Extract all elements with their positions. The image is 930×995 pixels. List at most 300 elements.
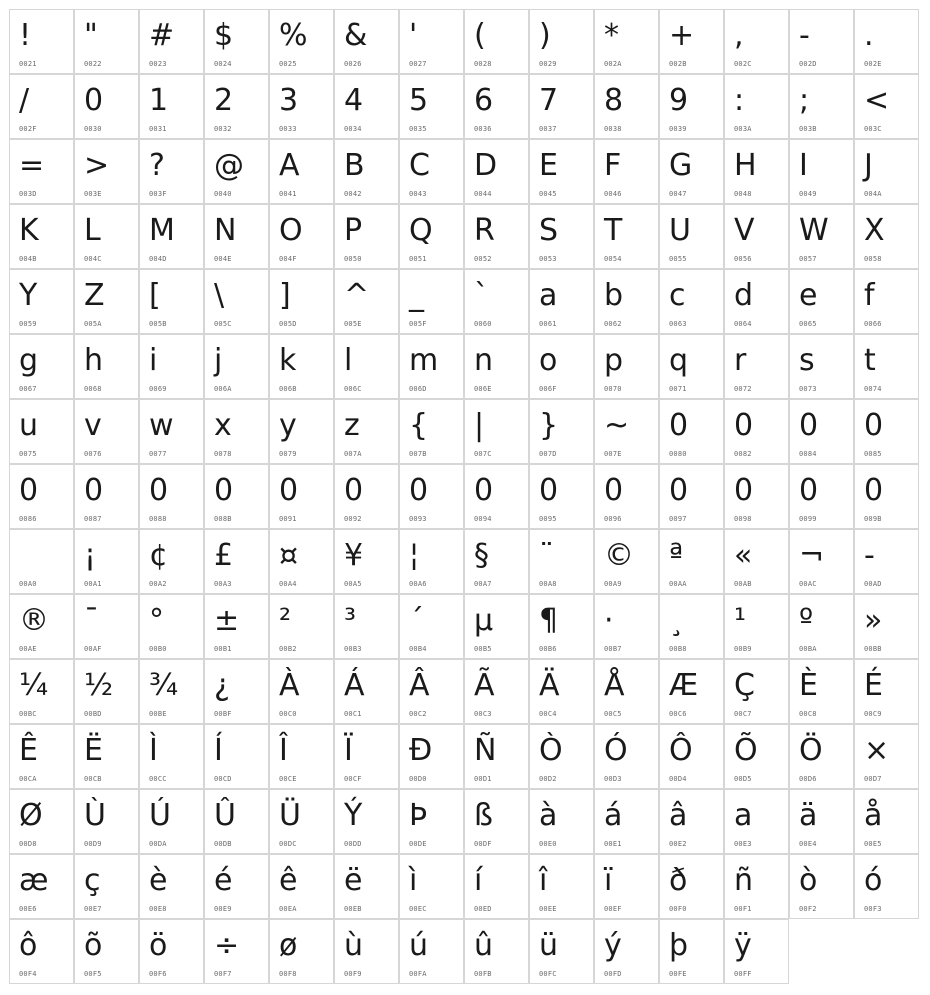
glyph-character: y bbox=[279, 408, 297, 443]
glyph-codepoint: 0050 bbox=[344, 255, 362, 263]
glyph-cell bbox=[724, 724, 789, 789]
glyph-codepoint: 00C6 bbox=[669, 710, 687, 718]
glyph-codepoint: 00D5 bbox=[734, 775, 752, 783]
glyph-cell bbox=[399, 269, 464, 334]
glyph-cell bbox=[724, 464, 789, 529]
glyph-codepoint: 00D4 bbox=[669, 775, 687, 783]
glyph-cell bbox=[334, 204, 399, 269]
glyph-cell bbox=[854, 399, 919, 464]
glyph-codepoint: 0042 bbox=[344, 190, 362, 198]
glyph-character: n bbox=[474, 343, 494, 378]
glyph-codepoint: 00F6 bbox=[149, 970, 167, 978]
glyph-cell bbox=[9, 529, 74, 594]
glyph-character: á bbox=[604, 798, 623, 833]
glyph-cell bbox=[724, 659, 789, 724]
glyph-codepoint: 003C bbox=[864, 125, 882, 133]
glyph-cell bbox=[724, 139, 789, 204]
glyph-character: ø bbox=[279, 928, 298, 963]
glyph-character: r bbox=[734, 343, 747, 378]
glyph-codepoint: 00FC bbox=[539, 970, 557, 978]
glyph-character: 7 bbox=[539, 83, 559, 118]
glyph-cell bbox=[854, 74, 919, 139]
glyph-character: f bbox=[864, 278, 875, 313]
glyph-character: 0 bbox=[84, 83, 104, 118]
glyph-cell bbox=[659, 204, 724, 269]
glyph-codepoint: 00EA bbox=[279, 905, 297, 913]
glyph-character: ^ bbox=[344, 278, 370, 313]
glyph-cell bbox=[594, 854, 659, 919]
glyph-codepoint: 00D1 bbox=[474, 775, 492, 783]
glyph-codepoint: 00A0 bbox=[19, 580, 37, 588]
glyph-codepoint: 0023 bbox=[149, 60, 167, 68]
glyph-cell bbox=[529, 529, 594, 594]
glyph-codepoint: 0047 bbox=[669, 190, 687, 198]
glyph-character: Å bbox=[604, 668, 625, 703]
glyph-cell bbox=[529, 204, 594, 269]
glyph-character: . bbox=[864, 18, 874, 53]
glyph-codepoint: 0092 bbox=[344, 515, 362, 523]
glyph-codepoint: 00CC bbox=[149, 775, 167, 783]
glyph-codepoint: 004E bbox=[214, 255, 232, 263]
glyph-character: ® bbox=[19, 603, 49, 638]
glyph-codepoint: 00FB bbox=[474, 970, 492, 978]
glyph-cell bbox=[594, 74, 659, 139]
glyph-character: : bbox=[734, 83, 745, 118]
glyph-cell bbox=[789, 659, 854, 724]
glyph-character: Ë bbox=[84, 733, 103, 768]
glyph-codepoint: 00CD bbox=[214, 775, 232, 783]
glyph-character: 0 bbox=[799, 408, 819, 443]
glyph-cell bbox=[854, 594, 919, 659]
glyph-character: ° bbox=[149, 603, 164, 638]
glyph-character: ð bbox=[669, 863, 688, 898]
glyph-codepoint: 00EE bbox=[539, 905, 557, 913]
glyph-cell bbox=[74, 854, 139, 919]
glyph-codepoint: 00C9 bbox=[864, 710, 882, 718]
glyph-cell bbox=[789, 269, 854, 334]
glyph-cell bbox=[724, 9, 789, 74]
glyph-character: C bbox=[409, 148, 430, 183]
glyph-codepoint: 0021 bbox=[19, 60, 37, 68]
glyph-character: W bbox=[799, 213, 829, 248]
glyph-cell bbox=[334, 334, 399, 399]
glyph-cell bbox=[724, 919, 789, 984]
glyph-character: § bbox=[474, 538, 489, 573]
glyph-character: k bbox=[279, 343, 297, 378]
glyph-codepoint: 0079 bbox=[279, 450, 297, 458]
glyph-codepoint: 0070 bbox=[604, 385, 622, 393]
glyph-codepoint: 006B bbox=[279, 385, 297, 393]
glyph-cell bbox=[9, 74, 74, 139]
glyph-character: j bbox=[214, 343, 223, 378]
glyph-cell bbox=[594, 789, 659, 854]
glyph-codepoint: 0076 bbox=[84, 450, 102, 458]
glyph-character: ¶ bbox=[539, 603, 559, 638]
glyph-codepoint: 00A8 bbox=[539, 580, 557, 588]
glyph-codepoint: 0077 bbox=[149, 450, 167, 458]
glyph-character: Æ bbox=[669, 668, 699, 703]
glyph-codepoint: 00AC bbox=[799, 580, 817, 588]
glyph-character: { bbox=[409, 408, 429, 443]
glyph-cell bbox=[724, 854, 789, 919]
glyph-cell bbox=[529, 9, 594, 74]
glyph-codepoint: 0095 bbox=[539, 515, 557, 523]
glyph-character: 4 bbox=[344, 83, 364, 118]
glyph-cell bbox=[74, 594, 139, 659]
glyph-cell bbox=[529, 724, 594, 789]
glyph-codepoint: 00E6 bbox=[19, 905, 37, 913]
glyph-codepoint: 00E9 bbox=[214, 905, 232, 913]
glyph-character: ¯ bbox=[84, 603, 99, 638]
glyph-character: , bbox=[734, 18, 744, 53]
glyph-character: D bbox=[474, 148, 498, 183]
glyph-character: e bbox=[799, 278, 818, 313]
glyph-codepoint: 006E bbox=[474, 385, 492, 393]
glyph-character: F bbox=[604, 148, 622, 183]
glyph-cell bbox=[9, 919, 74, 984]
glyph-codepoint: 007C bbox=[474, 450, 492, 458]
glyph-character: [ bbox=[149, 278, 161, 313]
glyph-cell bbox=[269, 789, 334, 854]
glyph-codepoint: 003A bbox=[734, 125, 752, 133]
glyph-cell bbox=[204, 74, 269, 139]
glyph-cell bbox=[854, 659, 919, 724]
glyph-character: Õ bbox=[734, 733, 758, 768]
glyph-character: ² bbox=[279, 603, 292, 638]
glyph-character: 8 bbox=[604, 83, 624, 118]
glyph-character: « bbox=[734, 538, 753, 573]
glyph-codepoint: 0022 bbox=[84, 60, 102, 68]
glyph-codepoint: 00C4 bbox=[539, 710, 557, 718]
glyph-cell bbox=[789, 529, 854, 594]
glyph-codepoint: 00A5 bbox=[344, 580, 362, 588]
glyph-cell bbox=[594, 594, 659, 659]
glyph-cell bbox=[659, 789, 724, 854]
glyph-cell bbox=[399, 724, 464, 789]
glyph-character: m bbox=[409, 343, 439, 378]
glyph-codepoint: 00B3 bbox=[344, 645, 362, 653]
glyph-cell bbox=[464, 854, 529, 919]
glyph-character: · bbox=[604, 603, 614, 638]
glyph-codepoint: 00DD bbox=[344, 840, 362, 848]
glyph-codepoint: 00F8 bbox=[279, 970, 297, 978]
glyph-cell bbox=[9, 269, 74, 334]
glyph-character: 0 bbox=[669, 473, 689, 508]
glyph-codepoint: 005B bbox=[149, 320, 167, 328]
glyph-character: Q bbox=[409, 213, 433, 248]
glyph-character: Ø bbox=[19, 798, 43, 833]
glyph-character: ) bbox=[539, 18, 551, 53]
glyph-character: q bbox=[669, 343, 689, 378]
glyph-cell bbox=[594, 139, 659, 204]
glyph-character: > bbox=[84, 148, 110, 183]
glyph-cell bbox=[724, 74, 789, 139]
glyph-cell bbox=[334, 269, 399, 334]
glyph-codepoint: 00FD bbox=[604, 970, 622, 978]
glyph-character: ' bbox=[409, 18, 418, 53]
glyph-cell bbox=[269, 334, 334, 399]
glyph-cell bbox=[464, 529, 529, 594]
glyph-character: ! bbox=[19, 18, 32, 53]
glyph-character: o bbox=[539, 343, 558, 378]
glyph-cell bbox=[334, 9, 399, 74]
glyph-character: L bbox=[84, 213, 101, 248]
glyph-cell bbox=[399, 594, 464, 659]
glyph-codepoint: 006C bbox=[344, 385, 362, 393]
glyph-cell bbox=[74, 399, 139, 464]
glyph-character: } bbox=[539, 408, 559, 443]
glyph-codepoint: 008B bbox=[214, 515, 232, 523]
glyph-character: N bbox=[214, 213, 237, 248]
glyph-character: 0 bbox=[864, 408, 884, 443]
glyph-codepoint: 00CA bbox=[19, 775, 37, 783]
glyph-cell bbox=[854, 529, 919, 594]
glyph-codepoint: 00E4 bbox=[799, 840, 817, 848]
glyph-cell bbox=[204, 139, 269, 204]
glyph-codepoint: 003B bbox=[799, 125, 817, 133]
glyph-codepoint: 00FF bbox=[734, 970, 752, 978]
glyph-character: S bbox=[539, 213, 559, 248]
glyph-codepoint: 00DE bbox=[409, 840, 427, 848]
glyph-codepoint: 0062 bbox=[604, 320, 622, 328]
glyph-character: ä bbox=[799, 798, 818, 833]
glyph-codepoint: 0036 bbox=[474, 125, 492, 133]
glyph-character: i bbox=[149, 343, 158, 378]
glyph-cell bbox=[204, 269, 269, 334]
glyph-codepoint: 00ED bbox=[474, 905, 492, 913]
glyph-cell bbox=[139, 269, 204, 334]
glyph-character: Z bbox=[84, 278, 105, 313]
glyph-cell bbox=[464, 594, 529, 659]
glyph-cell bbox=[854, 269, 919, 334]
glyph-character: Ù bbox=[84, 798, 106, 833]
glyph-character: 9 bbox=[669, 83, 689, 118]
glyph-codepoint: 00B0 bbox=[149, 645, 167, 653]
glyph-codepoint: 002C bbox=[734, 60, 752, 68]
glyph-cell bbox=[659, 74, 724, 139]
glyph-cell bbox=[854, 334, 919, 399]
glyph-codepoint: 00E1 bbox=[604, 840, 622, 848]
glyph-character: õ bbox=[84, 928, 103, 963]
glyph-codepoint: 00D8 bbox=[19, 840, 37, 848]
glyph-codepoint: 0088 bbox=[149, 515, 167, 523]
glyph-codepoint: 0063 bbox=[669, 320, 687, 328]
glyph-character: Í bbox=[214, 733, 223, 768]
glyph-character: È bbox=[799, 668, 818, 703]
glyph-cell bbox=[464, 789, 529, 854]
glyph-cell bbox=[594, 204, 659, 269]
glyph-codepoint: 0059 bbox=[19, 320, 37, 328]
glyph-character: ß bbox=[474, 798, 493, 833]
glyph-codepoint: 00CE bbox=[279, 775, 297, 783]
glyph-character: ý bbox=[604, 928, 622, 963]
glyph-character: a bbox=[734, 798, 753, 833]
glyph-codepoint: 00EF bbox=[604, 905, 622, 913]
glyph-character: M bbox=[149, 213, 175, 248]
glyph-cell bbox=[74, 139, 139, 204]
glyph-cell bbox=[399, 139, 464, 204]
glyph-cell bbox=[594, 464, 659, 529]
glyph-cell bbox=[74, 464, 139, 529]
glyph-character: ó bbox=[864, 863, 883, 898]
glyph-codepoint: 0066 bbox=[864, 320, 882, 328]
glyph-character: ¸ bbox=[669, 603, 684, 638]
glyph-cell bbox=[594, 659, 659, 724]
glyph-codepoint: 005A bbox=[84, 320, 102, 328]
glyph-character: - bbox=[799, 18, 810, 53]
glyph-cell bbox=[464, 659, 529, 724]
glyph-cell bbox=[334, 724, 399, 789]
glyph-codepoint: 0099 bbox=[799, 515, 817, 523]
glyph-codepoint: 00A2 bbox=[149, 580, 167, 588]
glyph-cell bbox=[204, 529, 269, 594]
glyph-character: 0 bbox=[734, 408, 754, 443]
glyph-cell bbox=[464, 139, 529, 204]
glyph-character: ê bbox=[279, 863, 298, 898]
glyph-codepoint: 0093 bbox=[409, 515, 427, 523]
glyph-cell bbox=[399, 854, 464, 919]
glyph-codepoint: 00A6 bbox=[409, 580, 427, 588]
glyph-character: ¨ bbox=[539, 538, 554, 573]
glyph-codepoint: 00A7 bbox=[474, 580, 492, 588]
glyph-cell bbox=[204, 9, 269, 74]
glyph-cell bbox=[464, 74, 529, 139]
glyph-character: l bbox=[344, 343, 353, 378]
glyph-cell bbox=[789, 399, 854, 464]
glyph-character: é bbox=[214, 863, 233, 898]
glyph-character: G bbox=[669, 148, 693, 183]
glyph-cell bbox=[139, 9, 204, 74]
glyph-codepoint: 00F7 bbox=[214, 970, 232, 978]
glyph-codepoint: 004F bbox=[279, 255, 297, 263]
glyph-codepoint: 00B6 bbox=[539, 645, 557, 653]
glyph-character: ¥ bbox=[344, 538, 364, 573]
glyph-cell bbox=[269, 854, 334, 919]
glyph-character: z bbox=[344, 408, 360, 443]
glyph-codepoint: 00E8 bbox=[149, 905, 167, 913]
glyph-cell bbox=[399, 919, 464, 984]
glyph-cell bbox=[139, 789, 204, 854]
glyph-codepoint: 0027 bbox=[409, 60, 427, 68]
glyph-codepoint: 00AB bbox=[734, 580, 752, 588]
glyph-cell bbox=[789, 724, 854, 789]
glyph-codepoint: 0060 bbox=[474, 320, 492, 328]
glyph-codepoint: 00F0 bbox=[669, 905, 687, 913]
glyph-codepoint: 0035 bbox=[409, 125, 427, 133]
glyph-codepoint: 00A9 bbox=[604, 580, 622, 588]
glyph-character: Y bbox=[19, 278, 38, 313]
glyph-character: V bbox=[734, 213, 755, 248]
glyph-cell bbox=[659, 529, 724, 594]
glyph-cell bbox=[464, 9, 529, 74]
glyph-codepoint: 009B bbox=[864, 515, 882, 523]
glyph-codepoint: 00D0 bbox=[409, 775, 427, 783]
glyph-cell bbox=[9, 659, 74, 724]
glyph-codepoint: 00B9 bbox=[734, 645, 752, 653]
glyph-character: I bbox=[799, 148, 808, 183]
glyph-codepoint: 0038 bbox=[604, 125, 622, 133]
glyph-character: a bbox=[539, 278, 558, 313]
glyph-cell bbox=[399, 659, 464, 724]
glyph-codepoint: 00B2 bbox=[279, 645, 297, 653]
glyph-codepoint: 00FA bbox=[409, 970, 427, 978]
glyph-codepoint: 00F5 bbox=[84, 970, 102, 978]
glyph-character: Î bbox=[279, 733, 288, 768]
glyph-codepoint: 002A bbox=[604, 60, 622, 68]
glyph-codepoint: 005C bbox=[214, 320, 232, 328]
glyph-cell bbox=[269, 919, 334, 984]
glyph-cell bbox=[724, 204, 789, 269]
glyph-character: 0 bbox=[84, 473, 104, 508]
glyph-codepoint: 003E bbox=[84, 190, 102, 198]
glyph-cell bbox=[9, 334, 74, 399]
glyph-cell bbox=[139, 399, 204, 464]
glyph-cell bbox=[269, 204, 334, 269]
glyph-codepoint: 00BA bbox=[799, 645, 817, 653]
glyph-codepoint: 00F4 bbox=[19, 970, 37, 978]
glyph-cell bbox=[659, 659, 724, 724]
glyph-codepoint: 00C0 bbox=[279, 710, 297, 718]
glyph-character: 0 bbox=[669, 408, 689, 443]
glyph-codepoint: 00EB bbox=[344, 905, 362, 913]
glyph-character: × bbox=[864, 733, 890, 768]
glyph-character: K bbox=[19, 213, 39, 248]
glyph-character: â bbox=[669, 798, 688, 833]
glyph-codepoint: 00DA bbox=[149, 840, 167, 848]
glyph-cell bbox=[204, 854, 269, 919]
glyph-character: þ bbox=[669, 928, 689, 963]
glyph-cell bbox=[334, 399, 399, 464]
glyph-cell bbox=[334, 789, 399, 854]
glyph-codepoint: 00C8 bbox=[799, 710, 817, 718]
glyph-character: î bbox=[539, 863, 548, 898]
glyph-codepoint: 00F3 bbox=[864, 905, 882, 913]
glyph-cell bbox=[204, 919, 269, 984]
glyph-character: ´ bbox=[409, 603, 424, 638]
glyph-cell bbox=[9, 9, 74, 74]
glyph-codepoint: 00E7 bbox=[84, 905, 102, 913]
glyph-cell bbox=[724, 334, 789, 399]
glyph-cell bbox=[789, 854, 854, 919]
glyph-cell bbox=[9, 854, 74, 919]
glyph-codepoint: 0071 bbox=[669, 385, 687, 393]
glyph-cell bbox=[464, 269, 529, 334]
glyph-cell bbox=[399, 74, 464, 139]
glyph-character: w bbox=[149, 408, 174, 443]
glyph-cell bbox=[854, 789, 919, 854]
glyph-character: ½ bbox=[84, 668, 114, 703]
glyph-character: Ä bbox=[539, 668, 560, 703]
glyph-codepoint: 007E bbox=[604, 450, 622, 458]
glyph-character: í bbox=[474, 863, 483, 898]
glyph-cell bbox=[139, 529, 204, 594]
glyph-character: ¦ bbox=[409, 538, 420, 573]
glyph-cell bbox=[204, 334, 269, 399]
glyph-cell bbox=[854, 854, 919, 919]
glyph-cell bbox=[659, 854, 724, 919]
glyph-character: ü bbox=[539, 928, 559, 963]
glyph-character: 0 bbox=[409, 473, 429, 508]
glyph-codepoint: 0073 bbox=[799, 385, 817, 393]
glyph-character: ú bbox=[409, 928, 429, 963]
glyph-codepoint: 0097 bbox=[669, 515, 687, 523]
glyph-character: " bbox=[84, 18, 98, 53]
glyph-cell bbox=[659, 399, 724, 464]
glyph-codepoint: 00B4 bbox=[409, 645, 427, 653]
glyph-cell bbox=[594, 334, 659, 399]
glyph-codepoint: 00DF bbox=[474, 840, 492, 848]
glyph-cell bbox=[204, 789, 269, 854]
